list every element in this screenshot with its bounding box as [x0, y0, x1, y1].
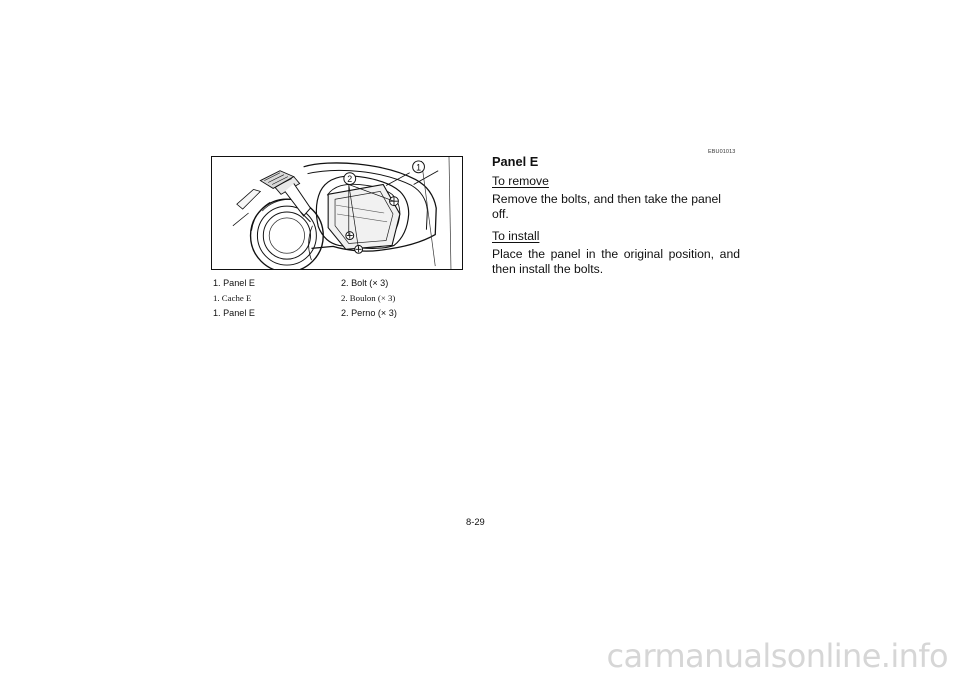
remove-subheading: To remove	[492, 174, 549, 188]
panel-heading: Panel E	[492, 154, 539, 169]
caption-row-french	[211, 292, 463, 304]
panel-e-illustration	[211, 156, 463, 270]
callout-1	[413, 161, 425, 173]
watermark-text: carmanualsonline.info	[606, 637, 948, 675]
caption-spanish-bolt: 2. Perno (× 3)	[341, 308, 397, 318]
install-instructions: Place the panel in the original position, and then install the bolts.	[492, 247, 740, 276]
remove-instructions: Remove the bolts, and then take the panel off.	[492, 192, 722, 221]
page-number: 8-29	[466, 516, 485, 527]
caption-french-panel: 1. Cache E	[213, 293, 252, 303]
caption-french-bolt: 2. Boulon (× 3)	[341, 293, 396, 303]
bolt-left-icon	[346, 232, 354, 240]
caption-spanish-panel: 1. Panel E	[213, 308, 255, 318]
figure-captions	[211, 277, 463, 322]
caption-row-english	[211, 277, 463, 289]
instructions-column	[492, 154, 740, 282]
callout-1-label: 1	[416, 162, 422, 173]
reference-code: EBU01013	[708, 149, 736, 155]
callout-2-label: 2	[347, 174, 353, 185]
panel-e-line-drawing	[212, 157, 462, 269]
caption-english-panel: 1. Panel E	[213, 278, 255, 288]
install-subheading: To install	[492, 229, 540, 243]
caption-english-bolt: 2. Bolt (× 3)	[341, 278, 389, 288]
caption-row-spanish	[211, 307, 463, 319]
callout-2	[344, 173, 356, 185]
